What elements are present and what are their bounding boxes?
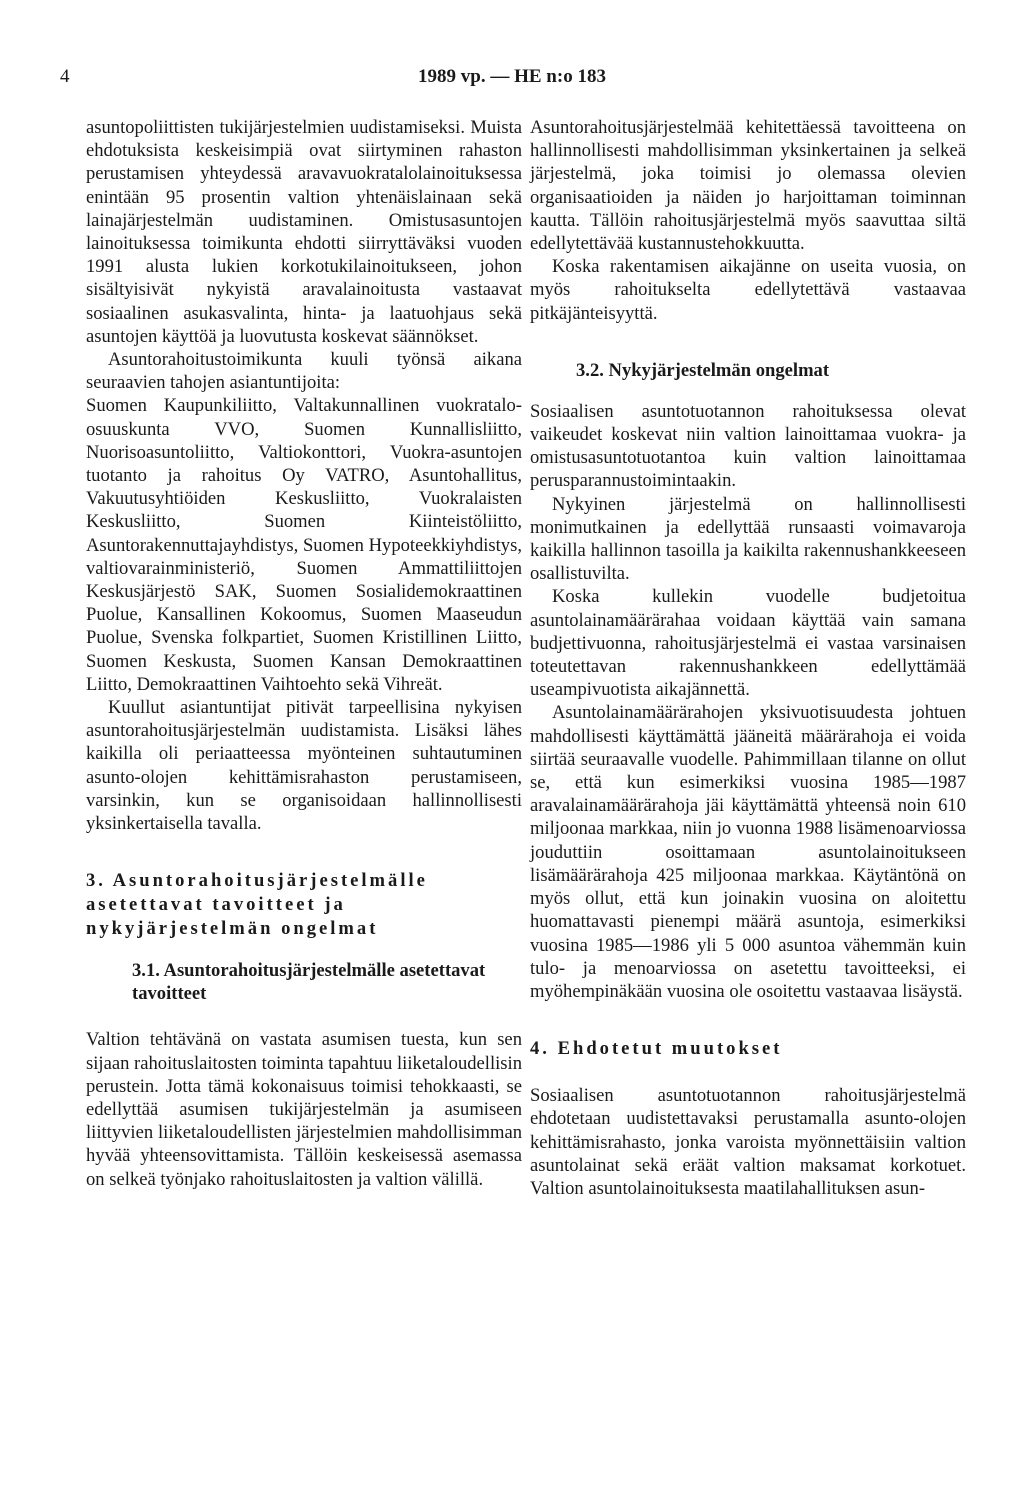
paragraph: Sosiaalisen asuntotuotannon rahoitusjärjestelmä ehdotetaan uudistettavaksi perustamalla asunto-olojen kehittämisrahasto, jonka varoista myönnettäisiin valtion asuntolainat sekä eräät valtion maksamat korkotuet. Valtion asuntolainoituksesta maatilahallituksen asun-: [530, 1085, 966, 1199]
paragraph: Asuntorahoitustoimikunta kuuli työnsä aikana seuraavien tahojen asiantuntijoita:: [86, 349, 522, 394]
paragraph: Koska kullekin vuodelle budjetoitua asuntolainamäärärahaa voidaan käyttää vain samana budjettivuonna, rahoitusjärjestelmä ei vastaa varsinaisen toteutettavan rakennushankkeen edellyttämää useampivuotista aikajännettä.: [530, 586, 966, 701]
paragraph: Koska rakentamisen aikajänne on useita vuosia, on myös rahoitukselta edellytettävä vastaavaa pitkäjänteisyyttä.: [530, 256, 966, 324]
section-4-heading: 4. Ehdotetut muutokset: [530, 1038, 783, 1060]
section-3-1-heading: 3.1. Asuntorahoitusjärjestelmälle asetettavat tavoitteet: [132, 960, 486, 1005]
paragraph: Kuullut asiantuntijat pitivät tarpeellisina nykyisen asuntorahoitusjärjestelmän uudistamista. Lisäksi lähes kaikilla oli periaatteessa myönteinen suhtautuminen asunto-olojen kehittämisrahaston perustamiseen, varsinkin, kun se organisoidaan hallinnollisesti yksinkertaisella tavalla.: [86, 697, 522, 835]
paragraph: Asuntolainamäärärahojen yksivuotisuudesta johtuen mahdollisesti käyttämättä jääneitä määrärahoja ei voida siirtää seuraavalle vuodelle. Pahimmillaan tilanne on ollut se, että kun esimerkiksi vuosina 1985—1987 aravalainamäärärahoja jäi käyttämättä yhteensä noin 610 miljoonaa markkaa, niin jo vuonna 1988 lisämenoarviossa jouduttiin osoittamaan asuntolainoitukseen lisämäärärahoja 425 miljoonaa markkaa. Käytäntönä on myös ollut, että kun joinakin vuosina on aloitettu huomattavasti pienempi määrä asuntoja, esimerkiksi vuosina 1985—1986 yli 5 000 asuntoa vähemmän kuin tulo- ja menoarviossa on asetettu tavoitteeksi, ei myöhempinäkään vuosina ole osoitettu vastaavaa lisäystä.: [530, 702, 966, 1002]
paragraph: Asuntorahoitusjärjestelmää kehitettäessä tavoitteena on hallinnollisesti mahdollisimman yksinkertainen ja selkeä järjestelmä, joka toimisi jo olemassa olevien organisaatioiden ja näiden jo harjoittaman toiminnan kautta. Tällöin rahoitusjärjestelmä myös saavuttaa siltä edellytettävää kustannustehokkuutta.: [530, 117, 966, 255]
page-number: 4: [60, 66, 70, 87]
section-3-2-heading: 3.2. Nykyjärjestelmän ongelmat: [576, 359, 830, 381]
paragraph: Sosiaalisen asuntotuotannon rahoituksessa olevat vaikeudet koskevat niin valtion lainoittamaa vuokra- ja omistusasuntotuotantoa kuin valtion lainoittamaa perusparannustoimintaakin.: [530, 400, 966, 492]
left-column: [86, 116, 522, 1191]
section-3-heading: 3. Asuntorahoitusjärjestelmälle asetettavat tavoitteet ja nykyjärjestelmän ongelmat: [86, 870, 428, 940]
running-title: 1989 vp. — HE n:o 183: [418, 66, 606, 87]
paragraph: Suomen Kaupunkiliitto, Valtakunnallinen vuokratalo-osuuskunta VVO, Suomen Kunnallisliitto, Nuorisoasuntoliitto, Valtiokonttori, Vuokra-asuntojen tuotanto ja rahoitus Oy VATRO, Asuntohallitus, Vakuutusyhtiöiden Keskusliitto, Vuokralaisten Keskusliitto, Suomen Kiinteistöliitto, Asuntorakennuttajayhdistys, Suomen Hypoteekkiyhdistys, valtiovarainministeriö, Suomen Ammattiliittojen Keskusjärjestö SAK, Suomen Sosialidemokraattinen Puolue, Kansallinen Kokoomus, Suomen Maaseudun Puolue, Svenska folkpartiet, Suomen Kristillinen Liitto, Suomen Keskusta, Suomen Kansan Demokraattinen Liitto, Demokraattinen Vaihtoehto sekä Vihreät.: [86, 395, 522, 695]
right-column: [530, 116, 966, 1200]
paragraph: asuntopoliittisten tukijärjestelmien uudistamiseksi. Muista ehdotuksista keskeisimpiä ovat siirtyminen rahaston perustamisen yhteydessä aravavuokratalolainoituksessa enintään 95 prosentin valtion yhtenäislainaan sekä lainajärjestelmän uudistaminen. Omistusasuntojen lainoituksessa toimikunta ehdotti siirryttäväksi vuoden 1991 alusta lukien korkotukilainoitukseen, johon sisältyisivät nykyistä aravalainoitusta vastaavat sosiaalinen asukasvalinta, hinta- ja laatuohjaus sekä asuntojen käyttöä ja luovutusta koskevat säännökset.: [86, 117, 522, 347]
paragraph: Valtion tehtävänä on vastata asumisen tuesta, kun sen sijaan rahoituslaitosten toiminta tapahtuu liiketaloudellisin perustein. Jotta tämä kokonaisuus toimisi tehokkaasti, se edellyttää asumisen tukijärjestelmän ja asumiseen liittyvien liiketaloudellisten järjestelmien mahdollisimman hyvää yhteensovittamista. Tällöin keskeisessä asemassa on selkeä työnjako rahoituslaitosten ja valtion välillä.: [86, 1029, 522, 1190]
paragraph: Nykyinen järjestelmä on hallinnollisesti monimutkainen ja edellyttää runsaasti voimavaroja kaikilla hallinnon tasoilla ja kaikilta rakennushankkeeseen osallistuvilta.: [530, 493, 966, 585]
